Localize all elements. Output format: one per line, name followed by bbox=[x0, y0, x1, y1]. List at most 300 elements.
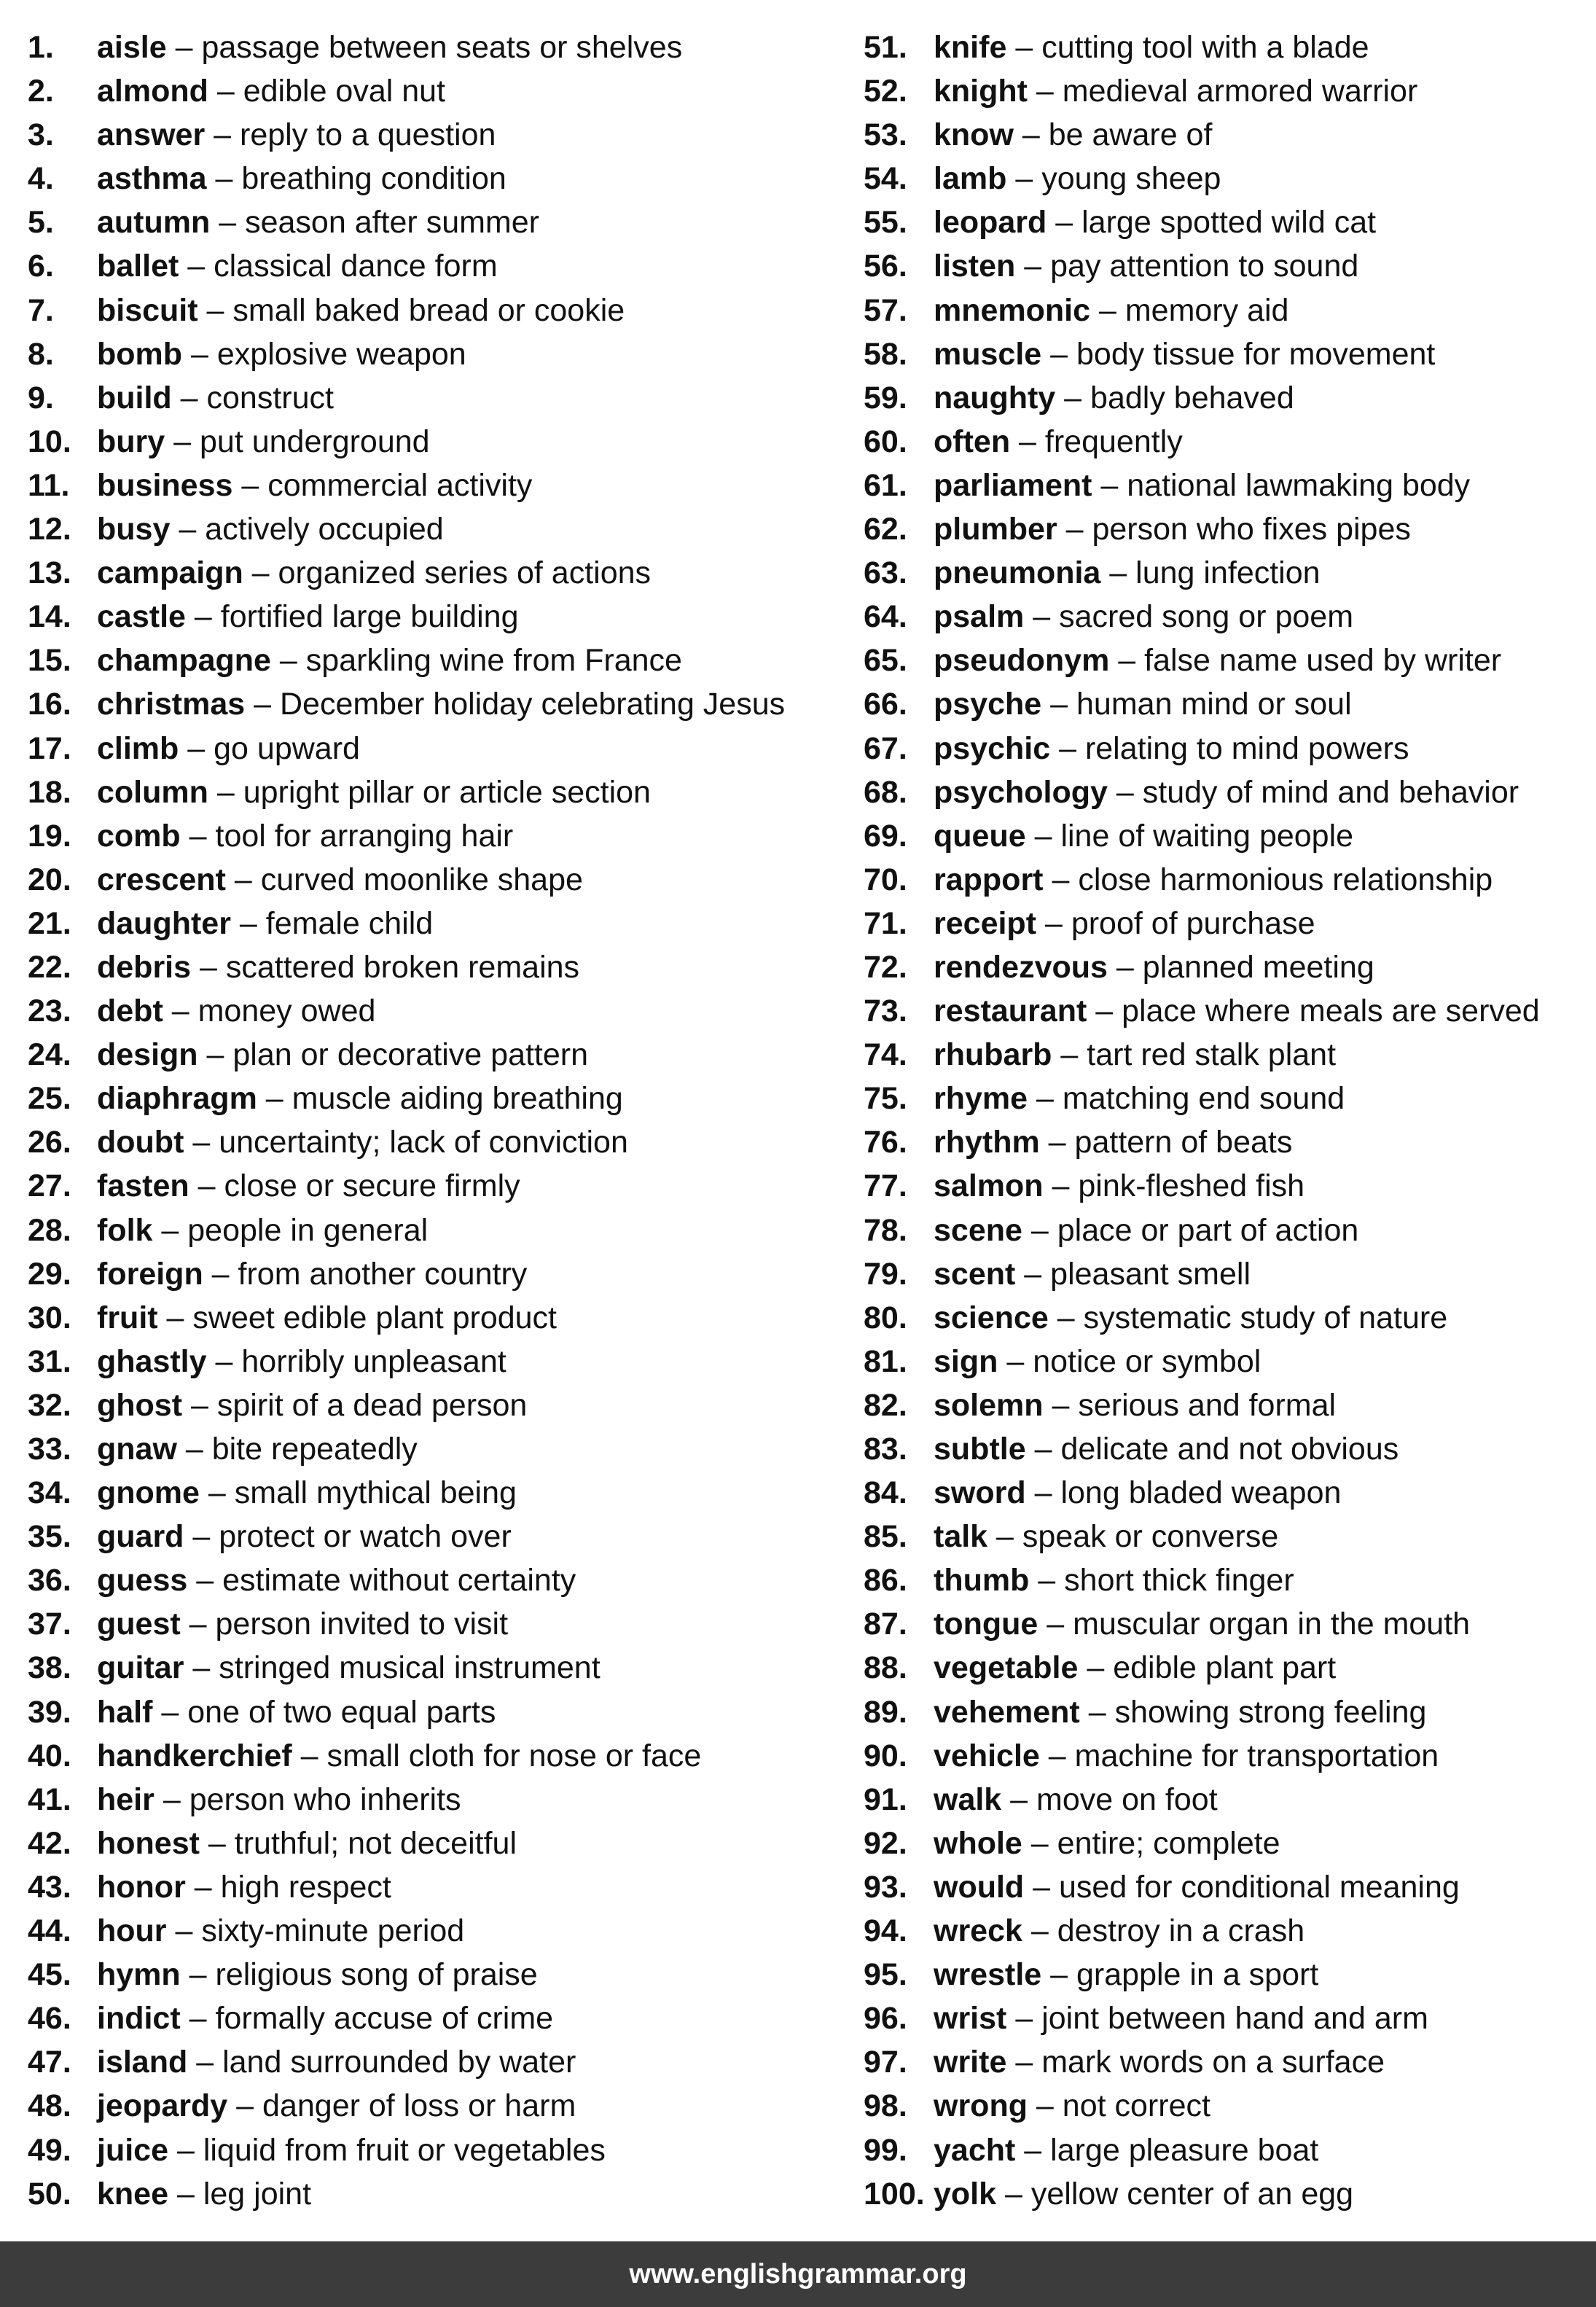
list-item bbox=[28, 1690, 837, 1734]
item-definition: destroy in a crash bbox=[1057, 1913, 1305, 1949]
list-item bbox=[864, 244, 1585, 288]
item-word: bury bbox=[97, 423, 165, 459]
list-item bbox=[864, 1033, 1585, 1077]
item-number: 17. bbox=[28, 730, 71, 766]
item-number: 71. bbox=[864, 905, 907, 941]
item-definition: line of waiting people bbox=[1060, 818, 1354, 854]
item-word: science bbox=[934, 1300, 1049, 1335]
item-number: 33. bbox=[28, 1432, 71, 1467]
item-number: 53. bbox=[864, 117, 907, 153]
item-word: guard bbox=[97, 1519, 184, 1555]
item-number: 8. bbox=[28, 336, 54, 372]
item-definition: religious song of praise bbox=[215, 1957, 538, 1993]
list-item bbox=[864, 1953, 1585, 1996]
item-body: business – commercial activity bbox=[97, 467, 533, 503]
list-item bbox=[28, 1033, 837, 1077]
item-definition: relating to mind powers bbox=[1084, 730, 1409, 766]
item-body: knight – medieval armored warrior bbox=[934, 74, 1418, 109]
list-item bbox=[864, 376, 1585, 420]
list-item bbox=[28, 1734, 837, 1778]
item-number: 34. bbox=[28, 1475, 71, 1511]
list-item bbox=[28, 639, 837, 682]
item-definition: large pleasure boat bbox=[1050, 2132, 1319, 2168]
item-definition: tool for arranging hair bbox=[215, 818, 514, 854]
item-body: diaphragm – muscle aiding breathing bbox=[97, 1081, 623, 1117]
list-item bbox=[864, 1558, 1585, 1602]
item-body: yacht – large pleasure boat bbox=[934, 2132, 1319, 2168]
item-word: honest bbox=[97, 1825, 200, 1861]
item-body: christmas – December holiday celebrating Jesus bbox=[97, 687, 786, 722]
item-word: guest bbox=[97, 1607, 181, 1642]
item-number: 91. bbox=[864, 1781, 907, 1817]
item-definition: liquid from fruit or vegetables bbox=[203, 2132, 606, 2168]
item-definition: not correct bbox=[1062, 2088, 1210, 2124]
item-word: wreck bbox=[934, 1913, 1022, 1949]
item-body: doubt – uncertainty; lack of conviction bbox=[97, 1125, 628, 1160]
item-word: busy bbox=[97, 512, 171, 547]
list-item bbox=[864, 1427, 1585, 1471]
item-word: write bbox=[934, 2045, 1007, 2080]
item-body: hymn – religious song of praise bbox=[97, 1957, 538, 1993]
item-word: pseudonym bbox=[934, 643, 1110, 679]
list-item bbox=[28, 902, 837, 945]
list-item bbox=[28, 1822, 837, 1865]
list-item bbox=[864, 1778, 1585, 1822]
item-definition: person who inherits bbox=[189, 1781, 461, 1817]
item-number: 73. bbox=[864, 994, 907, 1029]
item-definition: scattered broken remains bbox=[225, 949, 580, 985]
list-item bbox=[864, 26, 1585, 69]
item-definition: put underground bbox=[200, 423, 430, 459]
list-item bbox=[864, 2040, 1585, 2084]
item-word: yolk bbox=[934, 2176, 997, 2212]
item-body: whole – entire; complete bbox=[934, 1825, 1280, 1861]
item-number: 42. bbox=[28, 1825, 71, 1861]
item-definition: showing strong feeling bbox=[1114, 1694, 1427, 1730]
item-word: receipt bbox=[934, 905, 1037, 941]
item-word: tongue bbox=[934, 1607, 1038, 1642]
item-body: autumn – season after summer bbox=[97, 205, 539, 241]
item-definition: upright pillar or article section bbox=[243, 774, 651, 810]
item-body: receipt – proof of purchase bbox=[934, 905, 1315, 941]
item-definition: passage between seats or shelves bbox=[201, 30, 683, 65]
item-word: solemn bbox=[934, 1387, 1044, 1423]
list-item bbox=[28, 376, 837, 420]
item-number: 18. bbox=[28, 774, 71, 810]
item-word: almond bbox=[97, 74, 208, 109]
list-item bbox=[864, 1209, 1585, 1252]
item-number: 31. bbox=[28, 1343, 71, 1379]
item-body: write – mark words on a surface bbox=[934, 2045, 1385, 2080]
item-definition: badly behaved bbox=[1090, 380, 1294, 415]
item-word: lamb bbox=[934, 161, 1007, 197]
item-definition: spirit of a dead person bbox=[216, 1387, 528, 1423]
item-number: 25. bbox=[28, 1081, 71, 1117]
item-body: would – used for conditional meaning bbox=[934, 1869, 1460, 1905]
item-word: muscle bbox=[934, 336, 1042, 372]
item-word: honor bbox=[97, 1869, 186, 1905]
item-word: ballet bbox=[97, 249, 179, 284]
item-definition: pleasant smell bbox=[1050, 1256, 1251, 1292]
item-body: knee – leg joint bbox=[97, 2176, 312, 2212]
item-body: salmon – pink-fleshed fish bbox=[934, 1168, 1305, 1204]
item-definition: bite repeatedly bbox=[211, 1432, 418, 1467]
item-definition: one of two equal parts bbox=[187, 1694, 496, 1730]
item-number: 15. bbox=[28, 643, 71, 679]
list-item bbox=[28, 1953, 837, 1996]
item-number: 75. bbox=[864, 1081, 907, 1117]
item-word: rhyme bbox=[934, 1081, 1028, 1117]
item-word: knight bbox=[934, 74, 1028, 109]
item-word: whole bbox=[934, 1825, 1022, 1861]
item-definition: edible plant part bbox=[1113, 1650, 1337, 1686]
item-word: biscuit bbox=[97, 292, 198, 328]
item-definition: machine for transportation bbox=[1074, 1738, 1439, 1773]
list-item bbox=[28, 989, 837, 1033]
item-word: daughter bbox=[97, 905, 231, 941]
item-definition: notice or symbol bbox=[1033, 1343, 1261, 1379]
item-word: guitar bbox=[97, 1650, 184, 1686]
list-item bbox=[28, 507, 837, 551]
item-number: 7. bbox=[28, 292, 54, 328]
item-number: 96. bbox=[864, 2001, 907, 2037]
item-definition: people in general bbox=[187, 1212, 429, 1248]
item-word: juice bbox=[97, 2132, 168, 2168]
item-number: 68. bbox=[864, 774, 907, 810]
list-item bbox=[28, 1471, 837, 1515]
item-definition: land surrounded by water bbox=[222, 2045, 576, 2080]
item-definition: fortified large building bbox=[220, 599, 519, 635]
item-number: 100. bbox=[864, 2176, 925, 2212]
item-body: muscle – body tissue for movement bbox=[934, 336, 1436, 372]
item-number: 3. bbox=[28, 117, 54, 153]
list-item bbox=[28, 1427, 837, 1471]
list-item bbox=[28, 1296, 837, 1340]
item-word: crescent bbox=[97, 862, 226, 897]
list-item bbox=[864, 420, 1585, 464]
list-item bbox=[28, 1340, 837, 1383]
item-word: psychology bbox=[934, 774, 1108, 810]
list-item bbox=[28, 551, 837, 595]
list-item bbox=[28, 727, 837, 770]
item-word: vehement bbox=[934, 1694, 1080, 1730]
item-number: 12. bbox=[28, 512, 71, 547]
item-word: rapport bbox=[934, 862, 1044, 897]
item-number: 55. bbox=[864, 205, 907, 241]
item-number: 57. bbox=[864, 292, 907, 328]
item-definition: human mind or soul bbox=[1076, 687, 1352, 722]
item-number: 64. bbox=[864, 599, 907, 635]
item-word: ghost bbox=[97, 1387, 183, 1423]
list-item bbox=[28, 244, 837, 288]
item-word: yacht bbox=[934, 2132, 1016, 2168]
item-number: 84. bbox=[864, 1475, 907, 1511]
item-body: almond – edible oval nut bbox=[97, 74, 446, 109]
item-word: castle bbox=[97, 599, 186, 635]
list-item bbox=[28, 1646, 837, 1690]
item-word: heir bbox=[97, 1781, 154, 1817]
list-item bbox=[864, 858, 1585, 902]
item-number: 79. bbox=[864, 1256, 907, 1292]
item-number: 48. bbox=[28, 2088, 71, 2124]
item-body: honest – truthful; not deceitful bbox=[97, 1825, 517, 1861]
item-body: champagne – sparkling wine from France bbox=[97, 643, 682, 679]
item-definition: place where meals are served bbox=[1122, 994, 1540, 1029]
item-number: 62. bbox=[864, 512, 907, 547]
item-number: 41. bbox=[28, 1781, 71, 1817]
item-body: guess – estimate without certainty bbox=[97, 1563, 576, 1598]
item-body: comb – tool for arranging hair bbox=[97, 818, 514, 854]
item-word: naughty bbox=[934, 380, 1056, 415]
item-number: 72. bbox=[864, 949, 907, 985]
item-definition: organized series of actions bbox=[278, 555, 652, 591]
item-body: talk – speak or converse bbox=[934, 1519, 1279, 1555]
item-body: answer – reply to a question bbox=[97, 117, 496, 153]
item-body: vehicle – machine for transportation bbox=[934, 1738, 1439, 1773]
item-word: aisle bbox=[97, 30, 167, 65]
item-word: autumn bbox=[97, 205, 211, 241]
item-word: christmas bbox=[97, 687, 246, 722]
list-item bbox=[864, 464, 1585, 507]
item-body: crescent – curved moonlike shape bbox=[97, 862, 583, 897]
item-number: 87. bbox=[864, 1607, 907, 1642]
item-word: diaphragm bbox=[97, 1081, 257, 1117]
item-body: often – frequently bbox=[934, 423, 1183, 459]
item-word: folk bbox=[97, 1212, 153, 1248]
item-word: know bbox=[934, 117, 1014, 153]
item-body: thumb – short thick finger bbox=[934, 1563, 1294, 1598]
list-item bbox=[28, 1515, 837, 1558]
item-number: 30. bbox=[28, 1300, 71, 1335]
item-definition: curved moonlike shape bbox=[260, 862, 583, 897]
item-definition: muscle aiding breathing bbox=[292, 1081, 623, 1117]
list-item bbox=[28, 595, 837, 639]
item-body: parliament – national lawmaking body bbox=[934, 467, 1471, 503]
list-item bbox=[28, 1383, 837, 1427]
item-definition: person who fixes pipes bbox=[1092, 512, 1411, 547]
list-item bbox=[28, 289, 837, 332]
item-definition: national lawmaking body bbox=[1127, 467, 1471, 503]
item-body: fruit – sweet edible plant product bbox=[97, 1300, 558, 1335]
item-word: asthma bbox=[97, 161, 207, 197]
item-number: 43. bbox=[28, 1869, 71, 1905]
item-number: 49. bbox=[28, 2132, 71, 2168]
item-word: knife bbox=[934, 30, 1007, 65]
item-word: handkerchief bbox=[97, 1738, 292, 1773]
item-number: 65. bbox=[864, 643, 907, 679]
item-definition: estimate without certainty bbox=[222, 1563, 576, 1598]
item-body: gnaw – bite repeatedly bbox=[97, 1432, 418, 1467]
list-item bbox=[864, 814, 1585, 858]
item-number: 40. bbox=[28, 1738, 71, 1773]
item-body: bury – put underground bbox=[97, 423, 430, 459]
item-word: vehicle bbox=[934, 1738, 1040, 1773]
item-definition: study of mind and behavior bbox=[1142, 774, 1519, 810]
item-body: restaurant – place where meals are served bbox=[934, 994, 1540, 1029]
item-body: daughter – female child bbox=[97, 905, 434, 941]
item-number: 97. bbox=[864, 2045, 907, 2080]
item-body: wreck – destroy in a crash bbox=[934, 1913, 1305, 1949]
item-number: 6. bbox=[28, 249, 54, 284]
item-body: heir – person who inherits bbox=[97, 1781, 461, 1817]
item-definition: delicate and not obvious bbox=[1060, 1432, 1399, 1467]
item-word: climb bbox=[97, 730, 179, 766]
item-definition: actively occupied bbox=[205, 512, 444, 547]
list-item bbox=[28, 1120, 837, 1164]
item-number: 90. bbox=[864, 1738, 907, 1773]
item-word: campaign bbox=[97, 555, 243, 591]
item-definition: grapple in a sport bbox=[1076, 1957, 1319, 1993]
item-body: guest – person invited to visit bbox=[97, 1607, 509, 1642]
item-body: hour – sixty-minute period bbox=[97, 1913, 465, 1949]
item-number: 46. bbox=[28, 2001, 71, 2037]
item-definition: stringed musical instrument bbox=[219, 1650, 601, 1686]
item-body: gnome – small mythical being bbox=[97, 1475, 517, 1511]
item-definition: explosive weapon bbox=[216, 336, 466, 372]
item-body: psychology – study of mind and behavior bbox=[934, 774, 1519, 810]
list-item bbox=[28, 2128, 837, 2172]
item-word: talk bbox=[934, 1519, 988, 1555]
item-number: 26. bbox=[28, 1125, 71, 1160]
item-definition: December holiday celebrating Jesus bbox=[279, 687, 786, 722]
list-item bbox=[864, 1822, 1585, 1865]
item-word: indict bbox=[97, 2001, 181, 2037]
item-definition: be aware of bbox=[1048, 117, 1213, 153]
item-definition: reply to a question bbox=[240, 117, 496, 153]
item-word: leopard bbox=[934, 205, 1047, 241]
item-definition: sixty-minute period bbox=[201, 1913, 465, 1949]
item-number: 66. bbox=[864, 687, 907, 722]
item-number: 88. bbox=[864, 1650, 907, 1686]
item-body: vehement – showing strong feeling bbox=[934, 1694, 1427, 1730]
item-body: honor – high respect bbox=[97, 1869, 391, 1905]
item-word: queue bbox=[934, 818, 1026, 854]
item-body: lamb – young sheep bbox=[934, 161, 1221, 197]
item-definition: entire; complete bbox=[1057, 1825, 1280, 1861]
item-definition: construct bbox=[206, 380, 334, 415]
item-body: indict – formally accuse of crime bbox=[97, 2001, 554, 2037]
item-body: fasten – close or secure firmly bbox=[97, 1168, 520, 1204]
item-number: 38. bbox=[28, 1650, 71, 1686]
item-number: 20. bbox=[28, 862, 71, 897]
item-definition: move on foot bbox=[1036, 1781, 1218, 1817]
item-word: ghastly bbox=[97, 1343, 207, 1379]
item-number: 51. bbox=[864, 30, 907, 65]
item-number: 9. bbox=[28, 380, 54, 415]
list-item bbox=[28, 1558, 837, 1602]
list-item bbox=[28, 945, 837, 989]
item-definition: large spotted wild cat bbox=[1081, 205, 1377, 241]
item-body: scent – pleasant smell bbox=[934, 1256, 1251, 1292]
item-number: 32. bbox=[28, 1387, 71, 1423]
item-body: busy – actively occupied bbox=[97, 512, 444, 547]
item-body: ghastly – horribly unpleasant bbox=[97, 1343, 506, 1379]
item-number: 36. bbox=[28, 1563, 71, 1598]
item-body: juice – liquid from fruit or vegetables bbox=[97, 2132, 606, 2168]
item-number: 81. bbox=[864, 1343, 907, 1379]
item-number: 85. bbox=[864, 1519, 907, 1555]
item-word: hymn bbox=[97, 1957, 181, 1993]
item-number: 67. bbox=[864, 730, 907, 766]
item-definition: body tissue for movement bbox=[1076, 336, 1436, 372]
item-definition: cutting tool with a blade bbox=[1041, 30, 1369, 65]
item-definition: female child bbox=[265, 905, 434, 941]
item-word: scene bbox=[934, 1212, 1022, 1248]
item-definition: sparkling wine from France bbox=[305, 643, 682, 679]
item-definition: used for conditional meaning bbox=[1059, 1869, 1460, 1905]
list-item bbox=[28, 682, 837, 726]
item-definition: yellow center of an egg bbox=[1030, 2176, 1354, 2212]
item-word: guess bbox=[97, 1563, 188, 1598]
item-body: folk – people in general bbox=[97, 1212, 429, 1248]
item-body: naughty – badly behaved bbox=[934, 380, 1294, 415]
item-word: listen bbox=[934, 249, 1016, 284]
item-definition: leg joint bbox=[203, 2176, 312, 2212]
list-item bbox=[864, 989, 1585, 1033]
item-word: fasten bbox=[97, 1168, 189, 1204]
item-definition: systematic study of nature bbox=[1083, 1300, 1448, 1335]
item-word: rendezvous bbox=[934, 949, 1108, 985]
item-body: walk – move on foot bbox=[934, 1781, 1218, 1817]
list-item bbox=[864, 1252, 1585, 1296]
item-body: rapport – close harmonious relationship bbox=[934, 862, 1493, 897]
list-item bbox=[864, 1471, 1585, 1515]
item-number: 58. bbox=[864, 336, 907, 372]
item-body: bomb – explosive weapon bbox=[97, 336, 466, 372]
item-definition: go upward bbox=[214, 730, 360, 766]
list-item bbox=[864, 945, 1585, 989]
item-word: psalm bbox=[934, 599, 1025, 635]
footer-bar bbox=[0, 2241, 1596, 2307]
item-word: rhythm bbox=[934, 1125, 1040, 1160]
item-definition: young sheep bbox=[1041, 161, 1221, 197]
item-body: rhythm – pattern of beats bbox=[934, 1125, 1293, 1160]
list-item bbox=[864, 1296, 1585, 1340]
item-word: scent bbox=[934, 1256, 1016, 1292]
item-number: 52. bbox=[864, 74, 907, 109]
item-body: debris – scattered broken remains bbox=[97, 949, 580, 985]
list-item bbox=[864, 507, 1585, 551]
item-definition: matching end sound bbox=[1062, 1081, 1345, 1117]
list-item bbox=[864, 902, 1585, 945]
item-word: rhubarb bbox=[934, 1037, 1052, 1073]
list-item bbox=[864, 1515, 1585, 1558]
item-number: 86. bbox=[864, 1563, 907, 1598]
item-number: 14. bbox=[28, 599, 71, 635]
list-item bbox=[864, 200, 1585, 244]
item-word: jeopardy bbox=[97, 2088, 228, 2124]
item-definition: proof of purchase bbox=[1071, 905, 1315, 941]
item-definition: close or secure firmly bbox=[224, 1168, 520, 1204]
item-definition: medieval armored warrior bbox=[1062, 74, 1418, 109]
item-body: aisle – passage between seats or shelves bbox=[97, 30, 683, 65]
list-item bbox=[864, 770, 1585, 814]
item-word: hour bbox=[97, 1913, 167, 1949]
item-word: salmon bbox=[934, 1168, 1044, 1204]
item-definition: lung infection bbox=[1135, 555, 1321, 591]
list-item bbox=[28, 2084, 837, 2128]
item-number: 10. bbox=[28, 423, 71, 459]
item-number: 50. bbox=[28, 2176, 71, 2212]
item-word: vegetable bbox=[934, 1650, 1079, 1686]
item-word: answer bbox=[97, 117, 206, 153]
list-item bbox=[28, 157, 837, 200]
item-number: 47. bbox=[28, 2045, 71, 2080]
item-definition: serious and formal bbox=[1078, 1387, 1337, 1423]
item-body: listen – pay attention to sound bbox=[934, 249, 1359, 284]
item-definition: breathing condition bbox=[241, 161, 506, 197]
item-number: 80. bbox=[864, 1300, 907, 1335]
